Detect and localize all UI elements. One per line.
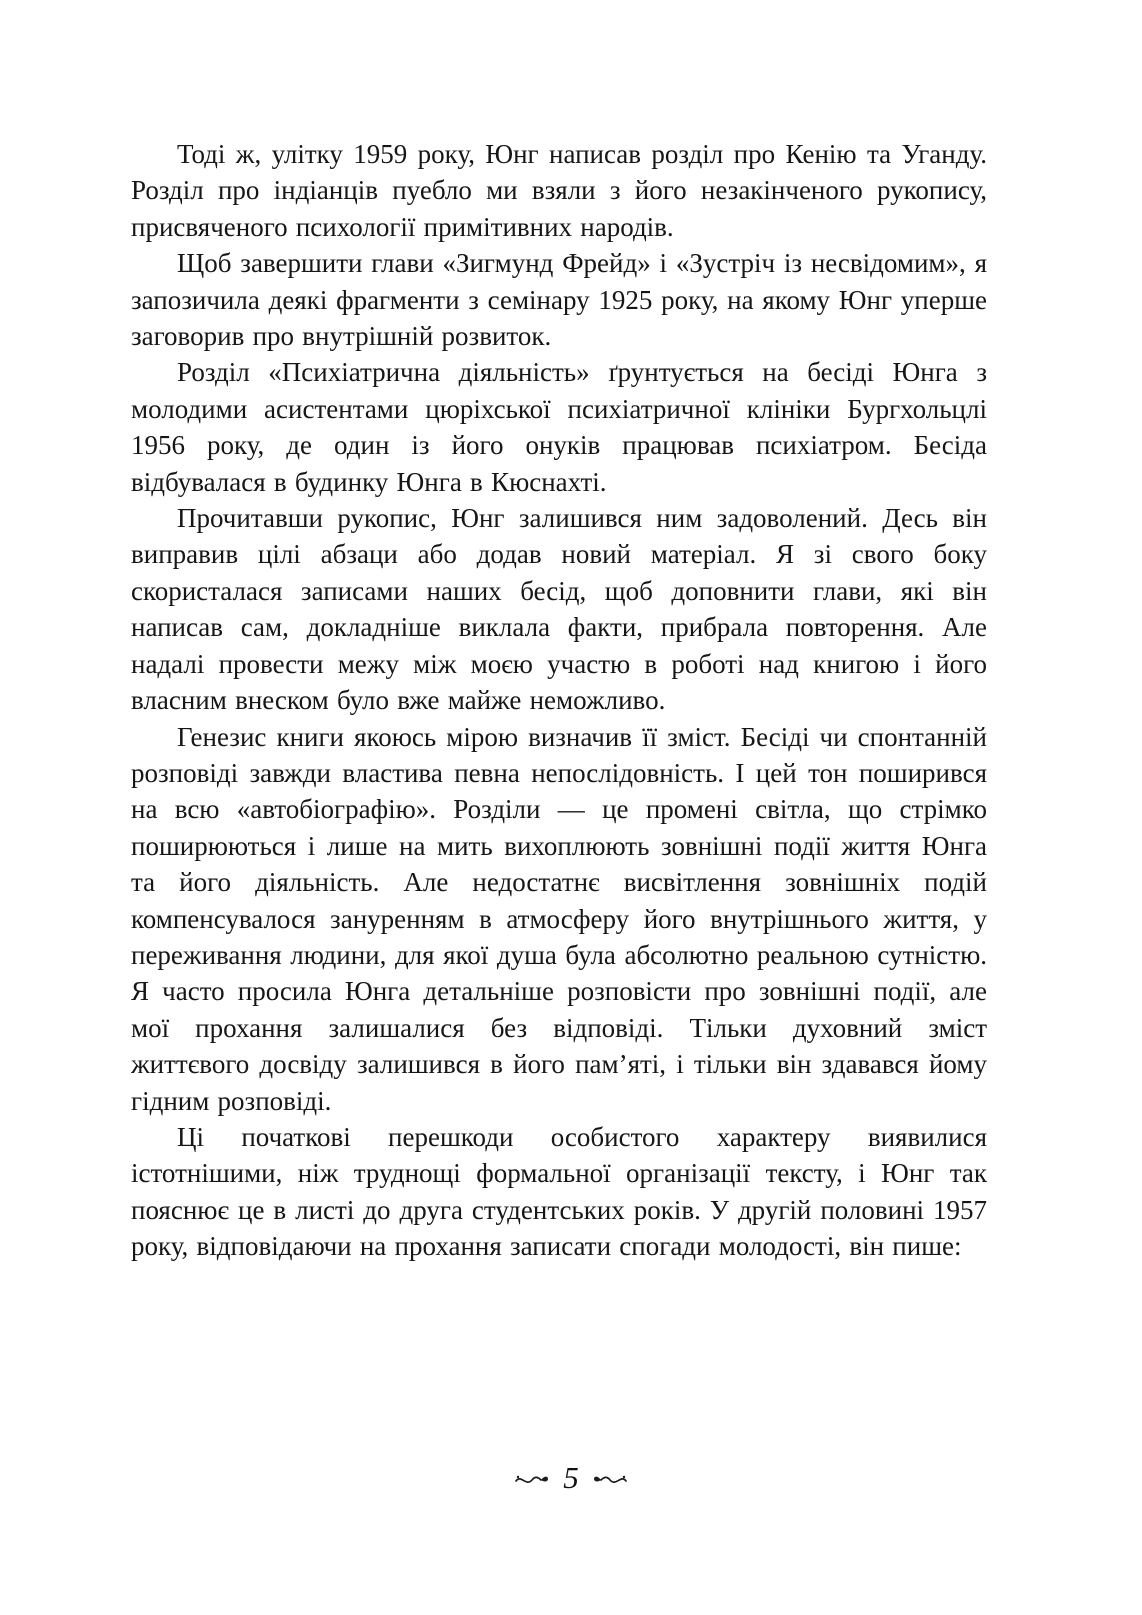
paragraph-5: Генезис книги якоюсь мірою визначив її зміст. Бесіді чи спонтанній розповіді завжди властива певна непослідовність. І цей тон поширився на всю «автобіографію». Розділи — це промені світла, що стрімко поширюються і лише на мить вихоплюють зовнішні події життя Юнга та його діяльність. Але недостатнє висвітлення зовнішніх подій компенсувалося зануренням в атмосферу його внутрішнього життя, у переживання людини, для якої душа була абсолютно реальною сутністю. Я часто просила Юнга детальніше розповісти про зовнішні події, але мої прохання залишалися без відповіді. Тільки духовний зміст життєвого досвіду залишився в його пам’яті, і тільки він здавався йому гідним розповіді. (131, 721, 987, 1116)
paragraph-2: Щоб завершити глави «Зигмунд Фрейд» і «Зустріч із несвідомим», я запозичила деякі фрагменти з семінару 1925 року, на якому Юнг уперше заговорив про внутрішній розвиток. (131, 248, 987, 352)
page-number: 5 (563, 1460, 579, 1495)
flourish-left-icon (515, 1471, 551, 1489)
paragraph-1: Тоді ж, улітку 1959 року, Юнг написав розділ про Кенію та Уганду. Розділ про індіанців пуебло ми взяли з його незакінченого рукопису, присвяченого психології примітивних народів. (131, 139, 987, 242)
paragraph-4: Прочитавши рукопис, Юнг залишився ним задоволений. Десь він виправив цілі абзаци або додав новий матеріал. Я зі свого боку скористалася записами наших бесід, щоб доповнити глави, які він написав сам, докладніше виклала факти, прибрала повторення. Але надалі провести межу між моєю участю в роботі над книгою і його власним внеском було вже майже неможливо. (131, 503, 987, 716)
flourish-right-icon (591, 1471, 627, 1489)
page-text (131, 136, 987, 1265)
paragraph-3: Розділ «Психіатрична діяльність» ґрунтується на бесіді Юнга з молодими асистентами цюріхської психіатричної клініки Бургхольцлі 1956 року, де один із його онуків працював психіатром. Бесіда відбувалася в будинку Юнга в Кюснахті. (131, 357, 987, 497)
paragraph-6: Ці початкові перешкоди особистого характеру виявилися істотнішими, ніж труднощі формальної організації тексту, і Юнг так пояснює це в листі до друга студентських років. У другій половині 1957 року, відповідаючи на прохання записати спогади молодості, він пише: (131, 1121, 987, 1262)
page-footer (0, 1462, 1142, 1497)
